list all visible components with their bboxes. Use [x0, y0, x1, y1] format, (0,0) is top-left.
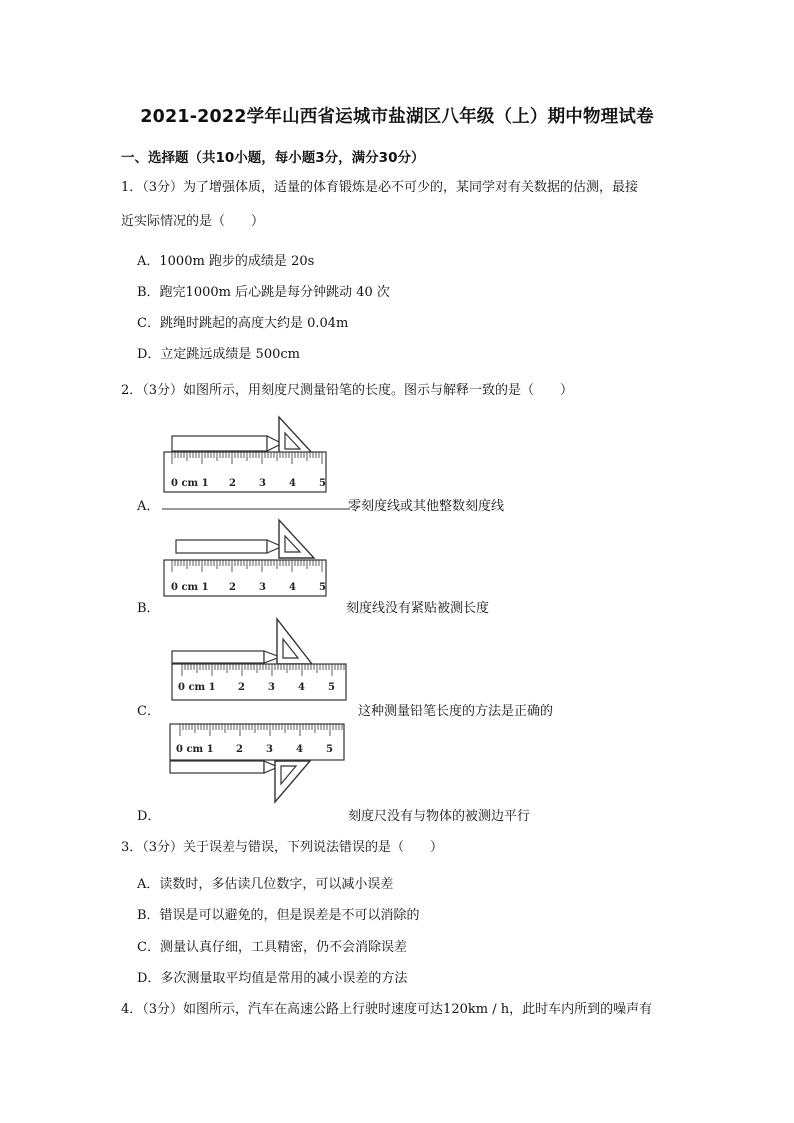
- figure-b-ruler: [162, 518, 352, 610]
- question-3-text: 3．（3分）关于误差与错误，下列说法错误的是（ ）: [121, 840, 444, 855]
- ruler-label-4: 4: [298, 682, 305, 693]
- ruler-label-2: 2: [229, 478, 236, 489]
- page-title: 2021-2022学年山西省运城市盐湖区八年级（上）期中物理试卷: [140, 107, 654, 127]
- question-2-text: 2．（3分）如图所示，用刻度尺测量铅笔的长度。图示与解释一致的是（ ）: [121, 383, 574, 398]
- q3-option-d: D．多次测量取平均值是常用的减小误差的方法: [137, 971, 408, 986]
- q2-option-d-caption: 刻度尺没有与物体的被测边平行: [348, 809, 531, 824]
- ruler-label-3: 3: [259, 478, 266, 489]
- question-4-text: 4．（3分）如图所示，汽车在高速公路上行驶时速度可达120km / h，此时车内所到的噪声有: [121, 1002, 653, 1017]
- ruler-label-3: 3: [266, 744, 273, 755]
- ruler-label-5: 5: [319, 582, 326, 593]
- figure-d-ruler: [168, 722, 348, 804]
- q3-option-c: C．测量认真仔细，工具精密，仍不会消除误差: [137, 940, 407, 955]
- q2-option-b-caption: 刻度线没有紧贴被测长度: [346, 601, 490, 616]
- q2-option-c-label: C．: [137, 704, 160, 719]
- q2-option-d-label: D．: [137, 809, 161, 824]
- ruler-label-2: 2: [236, 744, 243, 755]
- ruler-label-5: 5: [319, 478, 326, 489]
- q1-option-d: D．立定跳远成绩是 500cm: [137, 347, 300, 362]
- ruler-label-4: 4: [289, 478, 296, 489]
- ruler-label-5: 5: [328, 682, 335, 693]
- ruler-label-5: 5: [326, 744, 333, 755]
- q3-option-b: B．错误是可以避免的，但是误差是不可以消除的: [137, 908, 420, 923]
- ruler-label-3: 3: [259, 582, 266, 593]
- question-1-text-cont: 近实际情况的是（ ）: [121, 214, 265, 229]
- ruler-label-0: 0 cm 1: [171, 582, 209, 593]
- q2-option-a-caption: 零刻度线或其他整数刻度线: [348, 499, 505, 514]
- ruler-label-3: 3: [268, 682, 275, 693]
- q2-option-a-label: A．: [137, 499, 160, 514]
- ruler-label-2: 2: [238, 682, 245, 693]
- q2-option-c-caption: 这种测量铅笔长度的方法是正确的: [358, 704, 554, 719]
- q2-option-b-label: B．: [137, 601, 160, 616]
- ruler-label-0: 0 cm 1: [171, 478, 209, 489]
- q1-option-b: B．跑完1000m 后心跳是每分钟跳动 40 次: [137, 285, 390, 300]
- ruler-label-0: 0 cm 1: [178, 682, 216, 693]
- q1-option-c: C．跳绳时跳起的高度大约是 0.04m: [137, 316, 349, 331]
- ruler-label-4: 4: [296, 744, 303, 755]
- ruler-label-4: 4: [289, 582, 296, 593]
- ruler-label-0: 0 cm 1: [176, 744, 214, 755]
- section-heading: 一、选择题（共10小题，每小题3分，满分30分）: [121, 150, 425, 166]
- figure-c-ruler: [170, 617, 350, 702]
- figure-a-ruler: [162, 415, 352, 510]
- q3-option-a: A．读数时，多估读几位数字，可以减小误差: [137, 877, 394, 892]
- q1-option-a: A．1000m 跑步的成绩是 20s: [137, 254, 315, 269]
- ruler-label-2: 2: [229, 582, 236, 593]
- question-1-text: 1．（3分）为了增强体质，适量的体育锻炼是必不可少的，某同学对有关数据的估测，最接: [121, 180, 639, 195]
